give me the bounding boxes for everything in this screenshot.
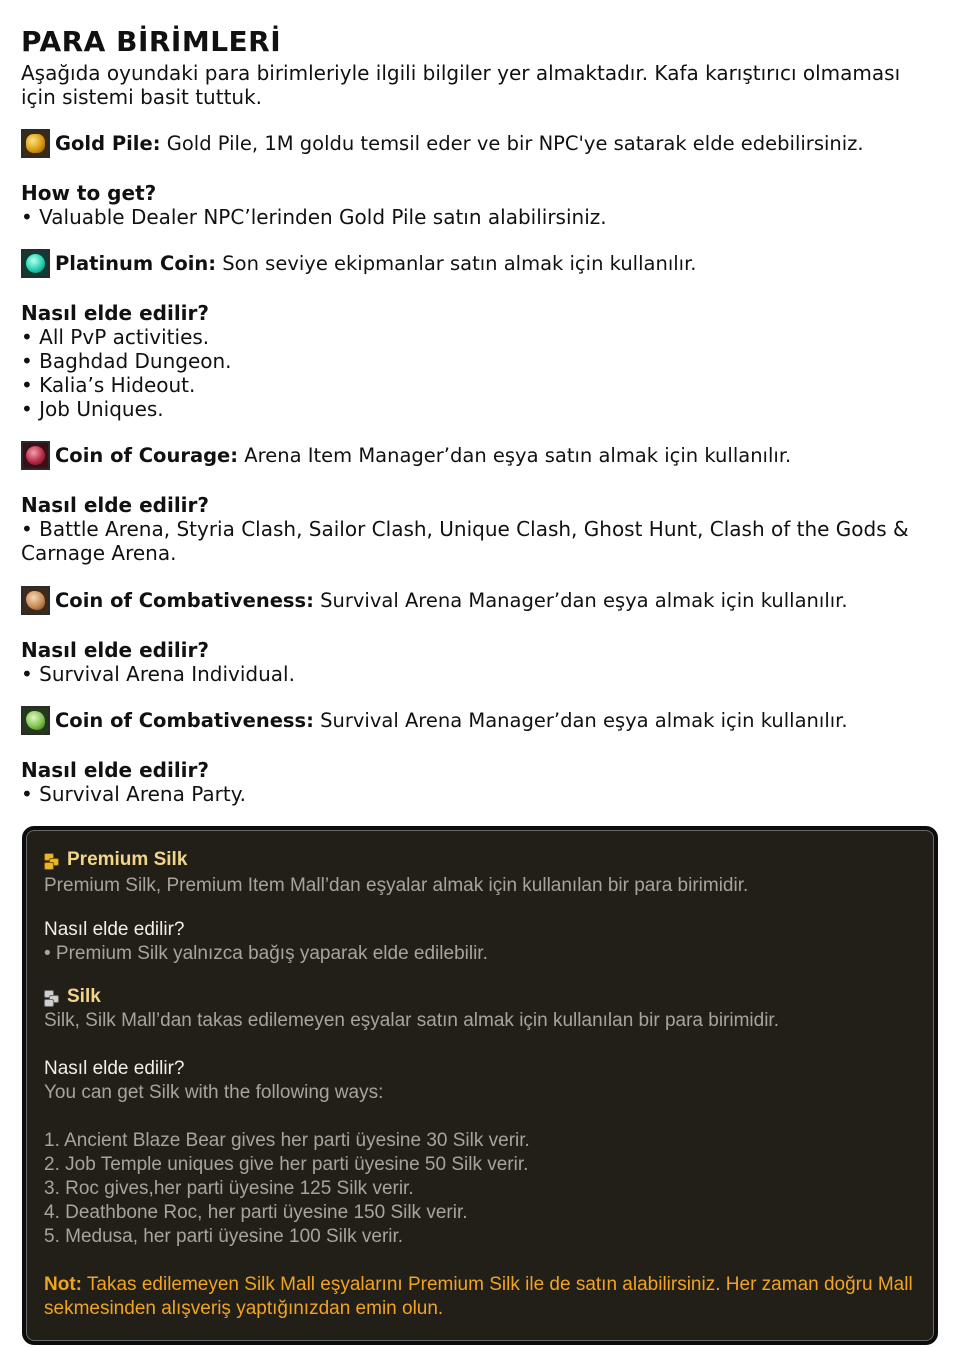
silk-title: [44, 985, 101, 1009]
coin-of-combativeness-heading: [21, 586, 848, 615]
list-item: • Job Uniques.: [21, 397, 164, 421]
silk-info-panel: [22, 826, 938, 1345]
list-item: • Survival Arena Individual.: [21, 662, 295, 686]
page-title: PARA BİRİMLERİ: [21, 25, 282, 58]
list-item: • Valuable Dealer NPC’lerinden Gold Pile satın alabilirsiniz.: [21, 205, 607, 229]
coin-of-courage-heading: [21, 441, 791, 470]
currency-name: Coin of Courage:: [55, 444, 239, 467]
note-body: Takas edilemeyen Silk Mall eşyalarını Premium Silk ile de satın alabilirsiniz. Her zaman doğru Mall sekmesinden alışveriş yaptığınızdan emin olun.: [44, 1274, 913, 1319]
list-item: 2. Job Temple uniques give her parti üyesine 50 Silk verir.: [44, 1154, 529, 1175]
platinum-coin-icon: [21, 249, 50, 278]
list-item: • Baghdad Dungeon.: [21, 349, 232, 373]
coin-of-combativeness-party-heading: [21, 706, 848, 735]
how-to-get-heading: Nasıl elde edilir?: [21, 758, 209, 782]
currency-name: Coin of Combativeness:: [55, 709, 314, 732]
premium-silk-icon: [44, 853, 59, 868]
currency-name: Gold Pile:: [55, 132, 161, 155]
currency-description: Son seviye ekipmanlar satın almak için kullanılır.: [222, 252, 697, 275]
list-item: 5. Medusa, her parti üyesine 100 Silk verir.: [44, 1226, 404, 1247]
gold-pile-heading: [21, 129, 864, 158]
silk-icon: [44, 990, 59, 1005]
list-item: • Kalia’s Hideout.: [21, 373, 196, 397]
list-item: 4. Deathbone Roc, her parti üyesine 150 Silk verir.: [44, 1202, 468, 1223]
how-to-get-heading: Nasıl elde edilir?: [21, 301, 209, 325]
list-item: • All PvP activities.: [21, 325, 210, 349]
intro-text: Aşağıda oyundaki para birimleriyle ilgili bilgiler yer almaktadır. Kafa karıştırıcı olmaması için sistemi basit tuttuk.: [21, 61, 901, 109]
currency-description: Survival Arena Manager’dan eşya almak için kullanılır.: [320, 709, 848, 732]
premium-silk-title: [44, 848, 187, 872]
currency-description: Survival Arena Manager’dan eşya almak için kullanılır.: [320, 589, 848, 612]
coin-of-combativeness-icon: [21, 586, 50, 615]
premium-silk-label: Premium Silk: [67, 849, 188, 870]
silk-label: Silk: [67, 986, 101, 1007]
gold-pile-icon: [21, 129, 50, 158]
currency-name: Coin of Combativeness:: [55, 589, 314, 612]
note-text: [44, 1273, 924, 1321]
silk-ways-intro: You can get Silk with the following ways:: [44, 1082, 384, 1103]
coin-of-combativeness-party-icon: [21, 706, 50, 735]
currency-description: Gold Pile, 1M goldu temsil eder ve bir NPC'ye satarak elde edebilirsiniz.: [166, 132, 864, 155]
premium-silk-bullet: • Premium Silk yalnızca bağış yaparak elde edilebilir.: [44, 943, 488, 964]
how-to-get-heading: Nasıl elde edilir?: [21, 638, 209, 662]
coin-of-courage-icon: [21, 441, 50, 470]
premium-silk-how-heading: Nasıl elde edilir?: [44, 919, 185, 940]
list-item: 1. Ancient Blaze Bear gives her parti üyesine 30 Silk verir.: [44, 1130, 530, 1151]
silk-how-heading: Nasıl elde edilir?: [44, 1058, 185, 1079]
list-item: • Survival Arena Party.: [21, 782, 247, 806]
how-to-get-heading: Nasıl elde edilir?: [21, 493, 209, 517]
list-item: • Battle Arena, Styria Clash, Sailor Clash, Unique Clash, Ghost Hunt, Clash of the Gods & Carnage Arena.: [21, 517, 909, 565]
premium-silk-description: Premium Silk, Premium Item Mall’dan eşyalar almak için kullanılan bir para birimidir.: [44, 875, 749, 896]
currency-description: Arena Item Manager’dan eşya satın almak için kullanılır.: [244, 444, 792, 467]
note-label: Not:: [44, 1274, 82, 1295]
list-item: 3. Roc gives,her parti üyesine 125 Silk verir.: [44, 1178, 414, 1199]
platinum-coin-heading: [21, 249, 697, 278]
how-to-get-heading: How to get?: [21, 181, 157, 205]
currency-name: Platinum Coin:: [55, 252, 217, 275]
silk-description: Silk, Silk Mall’dan takas edilemeyen eşyalar satın almak için kullanılan bir para birimidir.: [44, 1010, 779, 1031]
